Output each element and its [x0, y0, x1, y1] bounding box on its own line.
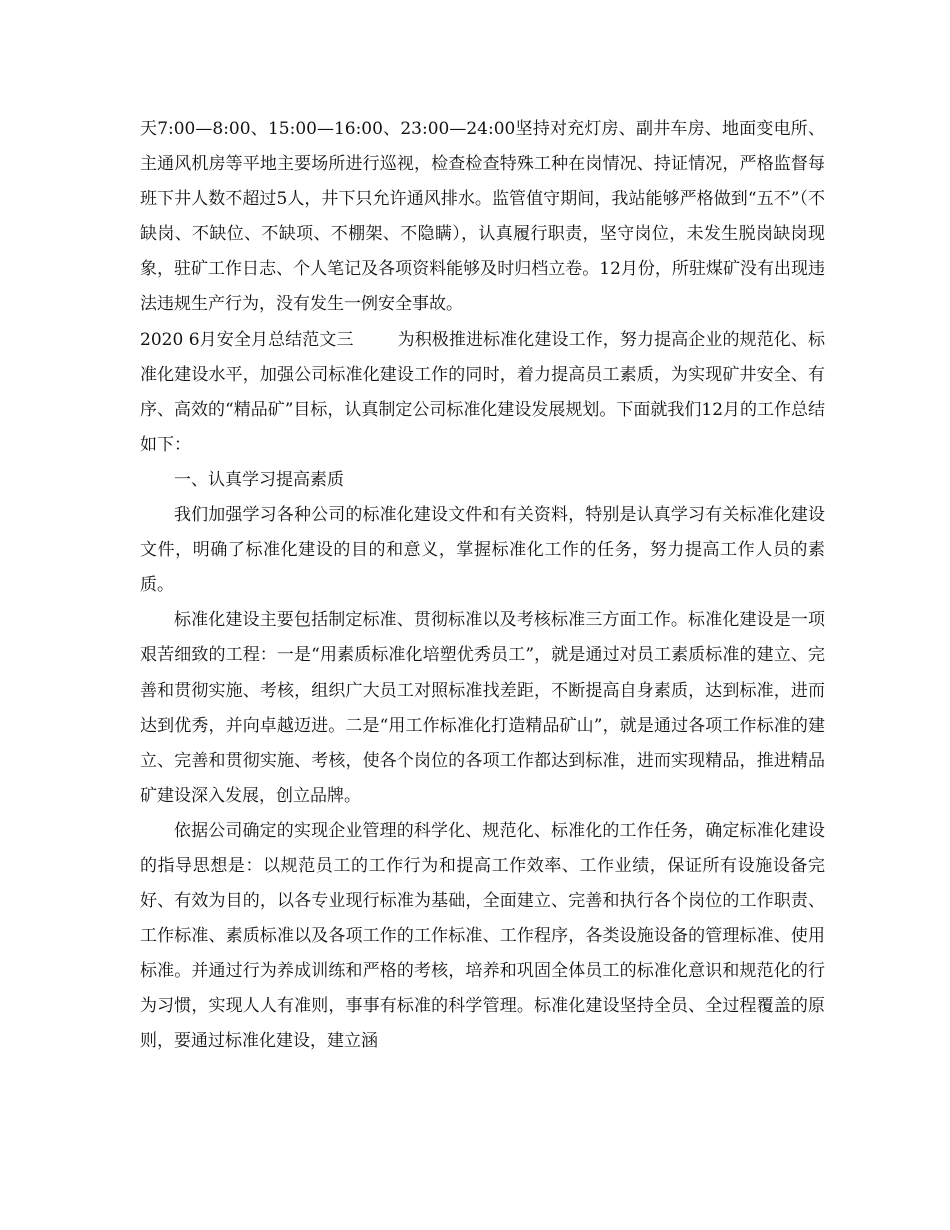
article-title: 2020 6月安全月总结范文三 [140, 329, 354, 350]
article-title-line [140, 323, 825, 463]
paragraph-guidelines: 依据公司确定的实现企业管理的科学化、规范化、标准化的工作任务，确定标准化建设的指导思想是：以规范员工的工作行为和提高工作效率、工作业绩，保证所有设施设备完好、有效为目的，以各专业现行标准为基础，全面建立、完善和执行各个岗位的工作职责、工作标准、素质标准以及各项工作的工作标准、工作程序，各类设施设备的管理标准、使用标准。并通过行为养成训练和严格的考核，培养和巩固全体员工的标准化意识和规范化的行为习惯，实现人人有准则，事事有标准的科学管理。标准化建设坚持全员、全过程覆盖的原则，要通过标准化建设，建立涵 [140, 820, 825, 1052]
section-heading: 一、认真学习提高素质 [174, 469, 344, 490]
paragraph-standardization: 标准化建设主要包括制定标准、贯彻标准以及考核标准三方面工作。标准化建设是一项艰苦细致的工程：一是“用素质标准化培塑优秀员工”，就是通过对员工素质标准的建立、完善和贯彻实施、考核，组织广大员工对照标准找差距，不断提高自身素质，达到标准，进而达到优秀，并向卓越迈进。二是“用工作标准化打造精品矿山”，就是通过各项工作标准的建立、完善和贯彻实施、考核，使各个岗位的各项工作都达到标准，进而实现精品，推进精品矿建设深入发展，创立品牌。 [140, 610, 825, 806]
paragraph-continuation: 天7:00—8:00、15:00—16:00、23:00—24:00坚持对充灯房、副井车房、地面变电所、主通风机房等平地主要场所进行巡视，检查检查特殊工种在岗情况、持证情况，严格监督每班下井人数不超过5人，井下只允许通风排水。监管值守期间，我站能够严格做到“五不”（不缺岗、不缺位、不缺项、不棚架、不隐瞒），认真履行职责，坚守岗位，未发生脱岗缺岗现象，驻矿工作日志、个人笔记及各项资料能够及时归档立卷。12月份，所驻煤矿没有出现违法违规生产行为，没有发生一例安全事故。 [140, 119, 825, 315]
paragraph-study: 我们加强学习各种公司的标准化建设文件和有关资料，特别是认真学习有关标准化建设文件，明确了标准化建设的目的和意义，掌握标准化工作的任务，努力提高工作人员的素质。 [140, 505, 825, 596]
article-intro: 为积极推进标准化建设工作，努力提高企业的规范化、标准化建设水平，加强公司标准化建设工作的同时，着力提高员工素质，为实现矿井安全、有序、高效的“精品矿”目标，认真制定公司标准化建设发展规划。下面就我们12月的工作总结如下： [140, 329, 826, 455]
document-body [140, 112, 825, 1060]
